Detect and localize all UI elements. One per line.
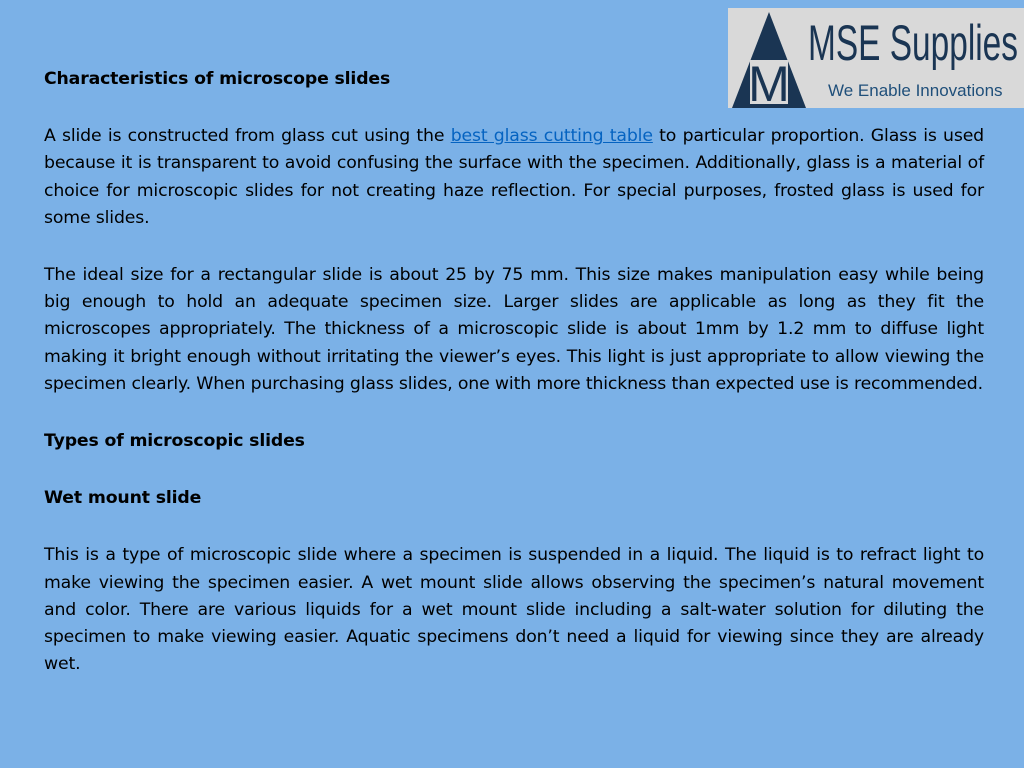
heading-characteristics: Characteristics of microscope slides <box>44 69 391 89</box>
heading-types: Types of microscopic slides <box>44 431 305 452</box>
logo-letter: M <box>748 56 790 108</box>
paragraph-slide-construction <box>44 123 984 232</box>
paragraph-wet-mount: This is a type of microscopic slide where a specimen is suspended in a liquid. The liquid is to refract light to make viewing the specimen easier. A wet mount slide allows observing the specimen’s natural movement and color. There are various liquids for a wet mount slide including a salt-water solution for diluting the specimen to make viewing easier. Aquatic specimens don’t need a liquid for viewing since they are already wet. <box>44 545 984 675</box>
spacer <box>44 232 984 262</box>
logo-title <box>808 14 1020 70</box>
logo-title-text: MSE Supplies <box>808 15 1018 70</box>
heading-wet-mount: Wet mount slide <box>44 488 202 509</box>
paragraph-slide-size: The ideal size for a rectangular slide is about 25 by 75 mm. This size makes manipulation easy while being big enough to hold an adequate specimen size. Larger slides are applicable as long as they fit the microscopes appropriately. The thickness of a microscopic slide is about 1mm by 1.2 mm to diffuse light making it bright enough without irritating the viewer’s eyes. This light is just appropriate to allow viewing the specimen clearly. When purchasing glass slides, one with more thickness than expected use is recommended. <box>44 265 984 394</box>
glass-cutting-table-link[interactable]: best glass cutting table <box>450 126 653 147</box>
logo-tagline: We Enable Innovations <box>828 81 1003 100</box>
spacer <box>44 455 984 485</box>
spacer <box>44 512 984 542</box>
spacer <box>44 93 984 123</box>
document-body <box>44 66 984 678</box>
paragraph-text: to particular proportion. Glass is used because it is transparent to avoid confusing the surface with the specimen. Additionally, glass is a material of choice for microscopic slides for not creating haze reflection. For special purposes, frosted glass is used for some slides. <box>44 126 984 228</box>
paragraph-text: A slide is constructed from glass cut using the <box>44 126 451 147</box>
spacer <box>44 398 984 428</box>
